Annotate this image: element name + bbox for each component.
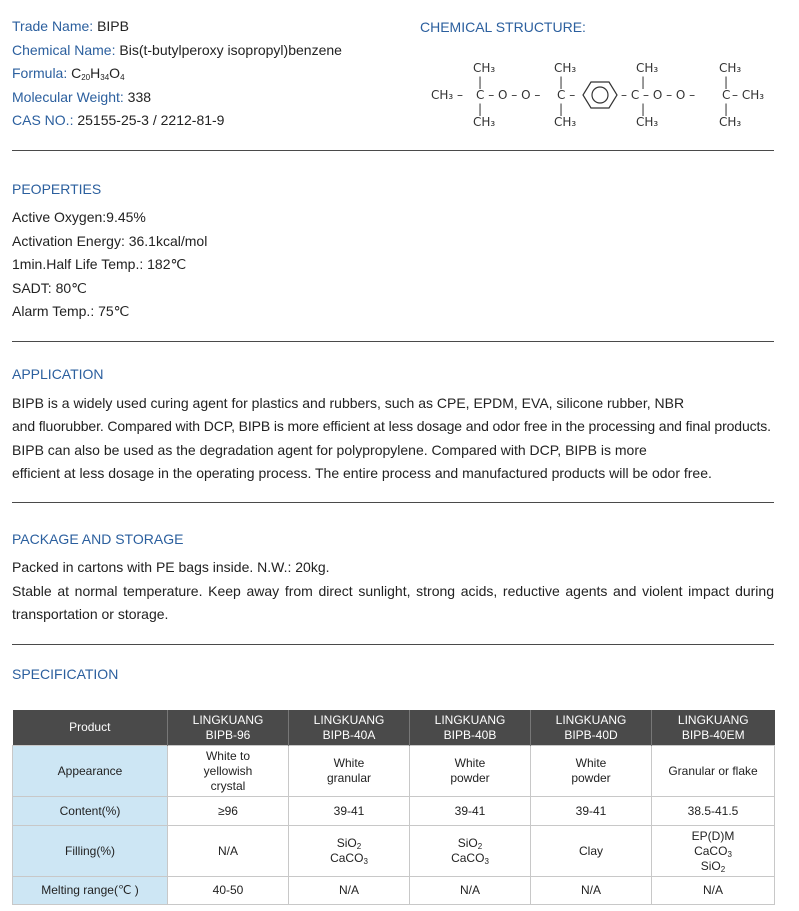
table-cell: N/A [289,877,410,905]
structure-bond-top-2: | [559,75,564,89]
divider [12,502,774,503]
molecular-weight [12,89,151,105]
table-row-appearance [13,746,775,797]
chemical-name-value: Bis(t-butylperoxy isopropyl)benzene [115,42,342,58]
benzene-ring-icon [581,80,619,110]
formula-sub-o: 4 [120,73,125,82]
header-product: Product [13,710,168,746]
table-cell: White powder [410,746,531,797]
table-cell: N/A [168,826,289,877]
structure-right-end: – CH₃ [732,88,765,102]
trade-name-value: BIPB [93,18,129,34]
package-title: PACKAGE AND STORAGE [12,531,184,547]
row-label-filling: Filling(%) [13,826,168,877]
property-activation-energy: Activation Energy: 36.1kcal/mol [12,233,208,249]
header-bipb-40d: LINGKUANG BIPB-40D [531,710,652,746]
application-line-3: BIPB can also be used as the degradation agent for polypropylene. Compared with DCP, BIPB is more [12,442,647,458]
table-cell: N/A [652,877,775,905]
trade-name [12,18,129,34]
structure-bond-bottom-4: | [724,102,729,116]
cas-number [12,112,224,128]
formula-c: C [67,65,82,81]
cas-label: CAS NO.: [12,112,74,128]
table-cell: N/A [531,877,652,905]
table-cell: Clay [531,826,652,877]
structure-segment-3: – C – O – O – [621,88,696,102]
structure-left-end: CH₃ – [431,88,464,102]
structure-bottom-4: CH₃ [719,115,742,129]
property-active-oxygen: Active Oxygen:9.45% [12,209,146,225]
chemical-name-label: Chemical Name: [12,42,116,58]
application-title: APPLICATION [12,366,104,382]
structure-bond-bottom-2: | [559,102,564,116]
table-cell: 39-41 [289,797,410,826]
header-bipb-40em: LINGKUANG BIPB-40EM [652,710,775,746]
structure-top-3: CH₃ [636,61,659,75]
application-line-1: BIPB is a widely used curing agent for plastics and rubbers, such as CPE, EPDM, EVA, silicone rubber, NBR [12,395,685,411]
table-cell: ≥96 [168,797,289,826]
chemical-structure-diagram [420,58,780,138]
header-bipb-40a: LINGKUANG BIPB-40A [289,710,410,746]
molecular-weight-label: Molecular Weight: [12,89,124,105]
row-label-melting: Melting range(℃ ) [13,877,168,905]
table-cell: White powder [531,746,652,797]
specification-table [12,710,775,905]
package-line-1: Packed in cartons with PE bags inside. N.W.: 20kg. [12,559,330,575]
structure-bond-top-1: | [478,75,483,89]
formula [12,65,125,81]
cas-value: 25155-25-3 / 2212-81-9 [73,112,225,128]
table-cell: White to yellowish crystal [168,746,289,797]
package-line-2: Stable at normal temperature. Keep away from direct sunlight, strong acids, reductive agents and violent impact during transportation or storage. [12,583,774,622]
header-bipb-96: LINGKUANG BIPB-96 [168,710,289,746]
table-cell: EP(D)M CaCO$_3$ SiO$_2$ [652,826,775,877]
table-cell: Granular or flake [652,746,775,797]
structure-bond-bottom-1: | [478,102,483,116]
structure-bottom-2: CH₃ [554,115,577,129]
properties-title: PEOPERTIES [12,181,102,197]
formula-label: Formula: [12,65,68,81]
application-line-4: efficient at less dosage in the operating process. The entire process and manufactured products will be odor free. [12,465,712,481]
formula-o: O [109,65,121,81]
molecular-weight-value: 338 [123,89,152,105]
application-line-2: and fluorubber. Compared with DCP, BIPB is more efficient at less dosage and odor free in the processing and final products. [12,418,771,434]
property-alarm-temp: Alarm Temp.: 75℃ [12,303,130,319]
structure-segment-1: C – O – O – [476,88,541,102]
table-header-row [13,710,775,746]
table-cell: 40-50 [168,877,289,905]
structure-bottom-1: CH₃ [473,115,496,129]
structure-title: CHEMICAL STRUCTURE: [420,19,586,35]
structure-c2: C – [557,88,576,102]
table-row-content [13,797,775,826]
table-cell: 39-41 [531,797,652,826]
structure-bond-top-4: | [724,75,729,89]
table-cell: White granular [289,746,410,797]
formula-sub-h: 34 [100,73,110,82]
formula-h: H [90,65,101,81]
structure-top-4: CH₃ [719,61,742,75]
divider [12,644,774,645]
specification-title: SPECIFICATION [12,666,119,682]
structure-bottom-3: CH₃ [636,115,659,129]
table-cell: 39-41 [410,797,531,826]
chemical-name [12,42,342,58]
structure-bond-top-3: | [641,75,646,89]
row-label-content: Content(%) [13,797,168,826]
header-bipb-40b: LINGKUANG BIPB-40B [410,710,531,746]
table-row-melting [13,877,775,905]
property-half-life: 1min.Half Life Temp.: 182℃ [12,256,187,272]
structure-top-2: CH₃ [554,61,577,75]
table-cell: 38.5-41.5 [652,797,775,826]
structure-c4: C [722,88,731,102]
table-cell: N/A [410,877,531,905]
row-label-appearance: Appearance [13,746,168,797]
formula-sub-c: 20 [81,73,91,82]
trade-name-label: Trade Name: [12,18,94,34]
table-cell: SiO$_2$ CaCO$_3$ [289,826,410,877]
property-sadt: SADT: 80℃ [12,280,87,296]
divider [12,150,774,151]
structure-bond-bottom-3: | [641,102,646,116]
structure-top-1: CH₃ [473,61,496,75]
divider [12,341,774,342]
table-cell: SiO$_2$ CaCO$_3$ [410,826,531,877]
table-row-filling [13,826,775,877]
